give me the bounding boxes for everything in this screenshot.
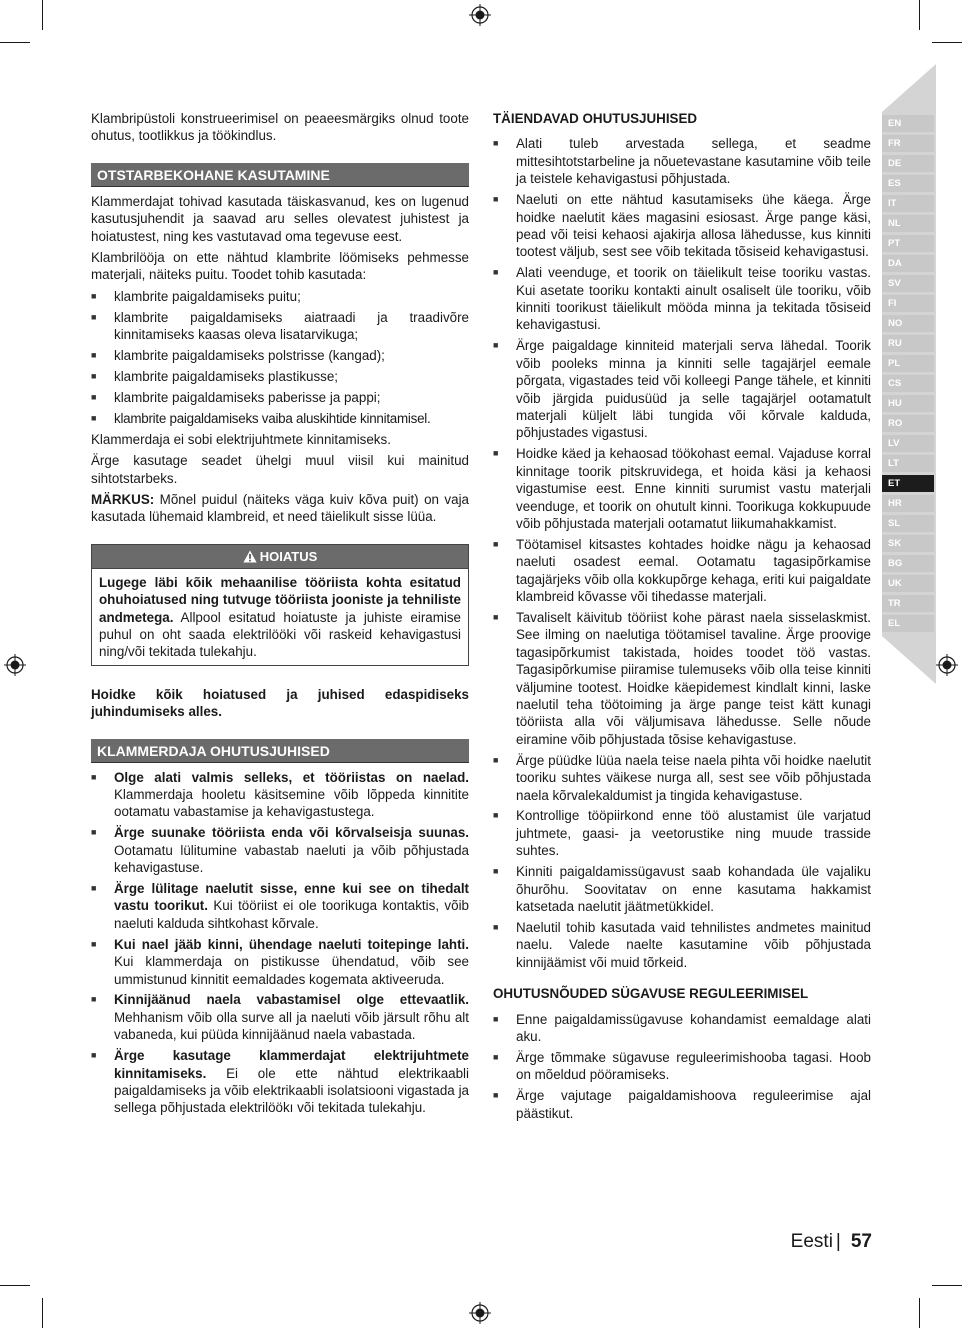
item-bold: Ärge suunake tööriista enda või kõrvalseisja suunas. <box>114 825 469 841</box>
warning-bold-text: Lugege läbi kõik mehaanilise tööriista kohta esitatud ohuhoiatused ning tutvuge tööriista jooniste ja tehniliste andmetega. <box>99 574 461 625</box>
list-item: ■ klambrite paigaldamiseks paberisse ja pappi; <box>91 389 469 406</box>
item-text: Klammerdaja hooletu käsitsemine võib lõppeda kinnitite ootamatu vabastamise ja kehavigastustega. <box>114 786 469 820</box>
list-item: ■ Ärge tõmmake sügavuse reguleerimishooba tagasi. Hoob on mõeldud pööramiseks. <box>493 1049 871 1084</box>
list-item: ■ Naelutil tohib kasutada vaid tehnilistes andmetes mainitud naelu. Valede naelte kasutamine võib põhjustada kinnijäämist või muid tõrkeid. <box>493 919 871 971</box>
language-it: IT <box>882 195 934 212</box>
warning-text: Allpool esitatud hoiatuste ja juhiste eiramise puhul on oht saada elektrilööki või raskeid kehavigastusi ning/või tekitada tulekahju. <box>99 609 461 660</box>
note-label: MÄRKUS: <box>91 491 155 507</box>
item-text: Ei ole ette nähtud elektrikaabli paigaldamiseks ja võib elektrikaabli isolatsiooni vigastada ja sellega põhjustada elektrilöökı või tekitada tulekahju. <box>114 1065 469 1116</box>
language-sv: SV <box>882 275 934 292</box>
item-bold: Ärge kasutage klammerdajat elektrijuhtmete kinnitamiseks. <box>114 1048 469 1081</box>
item-text: Kui tööriist ei ole toorikuga kontaktis, võib naeluti kalduda sihtkohast kõrvale. <box>114 898 469 931</box>
additional-safety-list <box>493 135 871 971</box>
crop-mark <box>932 1285 962 1286</box>
list-item: ■ Ärge vajutage paigaldamishoova reguleerimise ajal päästikut. <box>493 1087 871 1122</box>
item-text: Mehhanism võib olla surve all ja naeluti võib järsult rõhu alt vabaneda, kui püüda kinnijäänud naela vabastada. <box>114 1009 469 1043</box>
item-bold: Kui nael jääb kinni, ühendage naeluti toitepinge lahti. <box>114 936 469 952</box>
language-pt: PT <box>882 235 934 252</box>
list-item: ■ klambrite paigaldamiseks plastikusse; <box>91 368 469 385</box>
language-hu: HU <box>882 395 934 412</box>
list-item: ■ klambrite paigaldamiseks aiatraadi ja traadivõre kinnitamiseks kaasas oleva lisatarvikuga; <box>91 309 469 344</box>
warning-body <box>92 569 468 665</box>
language-fr: FR <box>882 135 934 152</box>
list-item <box>91 769 469 821</box>
page-footer <box>791 1230 872 1254</box>
stapler-safety-heading: KLAMMERDAJA OHUTUSJUHISED <box>91 739 469 763</box>
list-item: ■ Töötamisel kitsastes kohtades hoidke nägu ja kehaosad naeluti osadest eemal. Ootamatu tagasipõrkamise tagajärjeks võib olla kokkupõrge kehaga, eriti kui paigaldate klambreid kõvasse või tihedasse materjali. <box>493 536 871 606</box>
warning-label: HOIATUS <box>259 548 318 564</box>
list-item <box>91 991 469 1043</box>
list-item: ■ Ärge paigaldage kinniteid materjali serva lähedal. Toorik võib pooleks minna ja kinniti selle tagajärjel eemale põrgata, vigastades teid või kolleegi Pange tähele, et kinniti võib järgida puidusüüd ja selle tagajärjel ootamatult materjali küljelt läbi tungida või kõrvale kalduda, põhjustades vigastusi. <box>493 337 871 441</box>
language-cs: CS <box>882 375 934 392</box>
keep-instructions-text: Hoidke kõik hoiatused ja juhised edaspidiseks juhindumiseks alles. <box>91 686 469 720</box>
language-da: DA <box>882 255 934 272</box>
language-ro: RO <box>882 415 934 432</box>
depth-safety-heading: OHUTUSNÕUDED SÜGAVUSE REGULEERIMISEL <box>493 986 809 1002</box>
language-uk: UK <box>882 575 934 592</box>
footer-separator: | <box>835 1231 841 1252</box>
intended-use-list <box>91 288 469 427</box>
crop-mark <box>0 42 30 43</box>
footer-language: Eesti <box>790 1231 833 1252</box>
warning-box <box>91 544 469 666</box>
intended-use-paragraph: Ärge kasutage seadet ühelgi muul viisil kui mainitud sihtotstarbeks. <box>91 453 469 486</box>
depth-safety-list <box>493 1011 871 1122</box>
item-bold: Olge alati valmis selleks, et tööriistas on naelad. <box>114 769 469 785</box>
list-item: ■ Hoidke käed ja kehaosad töökohast eemal. Vajaduse korral kinnitage toorik pitskruvidega, et hoida käsi ja kehaosi vigastumise eest. Enne kinniti surumist vastu materjali veenduge, et toorik on ohutult kinni. Toorikuga kokkupuude võib põhjustada materjali ootamatut liikumahakkamist. <box>493 445 871 532</box>
intended-use-paragraph: Klammerdaja ei sobi elektrijuhtmete kinnitamiseks. <box>91 431 391 447</box>
language-et: ET <box>882 475 934 492</box>
language-no: NO <box>882 315 934 332</box>
crop-mark <box>919 0 920 30</box>
list-item <box>91 880 469 932</box>
list-item: ■ Alati veenduge, et toorik on täielikult teise tooriku vastas. Kui asetate tooriku kontakti ainult osaliselt üle tooriku, võib kinniti toorikust täielikult mööda minna ja tekitada tõsiseid kehavigastusi. <box>493 264 871 334</box>
language-el: EL <box>882 615 934 632</box>
list-item: ■ klambrite paigaldamiseks vaiba aluskihtide kinnitamisel. <box>91 410 469 427</box>
intended-use-paragraph: Klambrilööja on ette nähtud klambrite löömiseks pehmesse materjali, näiteks puitu. Toodet tohib kasutada: <box>91 250 469 283</box>
language-en: EN <box>882 115 934 132</box>
left-column <box>91 110 469 1120</box>
note-paragraph <box>91 491 469 526</box>
language-lt: LT <box>882 455 934 472</box>
crop-mark <box>932 42 962 43</box>
language-sk: SK <box>882 535 934 552</box>
list-item: ■ Ärge püüdke lüüa naela teise naela pihta või hoidke naelutit tooriku suhtes väikese nurga all, sest see võib põhjustada naela kõrvalekaldumist ja tingida kehavigastuse. <box>493 752 871 804</box>
language-es: ES <box>882 175 934 192</box>
crop-mark <box>919 1298 920 1328</box>
list-item: ■ Alati tuleb arvestada sellega, et seadme mittesihtotstarbeline ja nõuetevastane kasutamine võib teile ja teistele kehavigastusi põhjustada. <box>493 135 871 187</box>
language-hr: HR <box>882 495 934 512</box>
language-lv: LV <box>882 435 934 452</box>
crop-mark <box>0 1285 30 1286</box>
language-fi: FI <box>882 295 934 312</box>
list-item <box>91 824 469 876</box>
list-item: ■ Tavaliselt käivitub tööriist kohe pärast naela sisselaskmist. See ilming on naelutiga töötamisel tavaline. Ärge proovige tagasipõrkumist takistada, hoides toodet töö vastas. Tagasipõrkumise piiramise tulemuseks võib olla teise kinniti väljumine tootest. Hoidke käepidemest kindlalt kinni, laske naelutil teha töötoiming ja ärge pange teist kätt kunagi tööriista alla või väljumisava lähedusse. Selle nõude eiramine võib põhjustada tõsise kehavigastuse. <box>493 609 871 748</box>
right-column <box>493 110 871 1125</box>
warning-header <box>92 545 468 569</box>
item-text: Kui klammerdaja on pistikusse ühendatud, võib see ummistunud kinnitit eemaldades kogemata aktiveeruda. <box>114 954 469 987</box>
stapler-safety-list <box>91 769 469 1117</box>
intro-text: Klambripüstoli konstrueerimisel on peaeesmärgiks olnud toote ohutus, tootlikkus ja töökindlus. <box>91 111 469 144</box>
language-tr: TR <box>882 595 934 612</box>
warning-triangle-icon <box>243 550 257 563</box>
crop-mark <box>42 0 43 30</box>
note-text: Mõnel puidul (näiteks väga kuiv kõva puit) on vaja kasutada lühemaid klambreid, et need täielikult sisse lüüa. <box>91 491 469 525</box>
list-item: ■ Naeluti on ette nähtud kasutamiseks ühe käega. Ärge hoidke naelutit käes magasini esiosast. Ärge pange käsi, pead või teisi kehaosi ajakirja allosa lähedusse, kus kinniti tootest väljub, sest see võib tekitada tõsiseid kehavigastusi. <box>493 191 871 261</box>
language-sl: SL <box>882 515 934 532</box>
item-bold: Ärge lülitage naelutit sisse, enne kui see on tihedalt vastu toorikut. <box>114 881 469 914</box>
language-bg: BG <box>882 555 934 572</box>
registration-mark-icon <box>469 4 491 26</box>
list-item: ■ klambrite paigaldamiseks puitu; <box>91 288 469 305</box>
language-ru: RU <box>882 335 934 352</box>
registration-mark-icon <box>4 654 26 676</box>
page-number: 57 <box>850 1231 872 1252</box>
registration-mark-icon <box>469 1302 491 1324</box>
intended-use-paragraph: Klammerdajat tohivad kasutada täiskasvanud, kes on lugenud kasutusjuhendit ja saavad aru selles olevatest juhistest ja hoiatustest, ning kes vastutavad oma tegevuse eest. <box>91 193 469 244</box>
list-item: ■ Kinniti paigaldamissügavust saab kohandada üle vajaliku õhurõhu. Soovitatav on enne kasutama hakkamist katsetada naelutit jäätmetükkidel. <box>493 863 871 915</box>
crop-mark <box>42 1298 43 1328</box>
list-item: ■ klambrite paigaldamiseks polstrisse (kangad); <box>91 347 469 364</box>
item-text: Ootamatu lülitumine vabastab naeluti ja võib põhjustada kehavigastuse. <box>114 842 469 876</box>
list-item <box>91 936 469 988</box>
list-item <box>91 1047 469 1117</box>
language-pl: PL <box>882 355 934 372</box>
registration-mark-icon <box>936 654 958 676</box>
language-nl: NL <box>882 215 934 232</box>
additional-safety-heading: TÄIENDAVAD OHUTUSJUHISED <box>493 111 698 126</box>
language-de: DE <box>882 155 934 172</box>
intended-use-heading: OTSTARBEKOHANE KASUTAMINE <box>91 163 469 187</box>
item-bold: Kinnijäänud naela vabastamisel olge ettevaatlik. <box>114 992 469 1008</box>
list-item: ■ Enne paigaldamissügavuse kohandamist eemaldage alati aku. <box>493 1011 871 1046</box>
list-item: ■ Kontrollige tööpiirkond enne töö alustamist üle varjatud juhtmete, gaasi- ja veetorustike ning muude trasside suhtes. <box>493 807 871 859</box>
